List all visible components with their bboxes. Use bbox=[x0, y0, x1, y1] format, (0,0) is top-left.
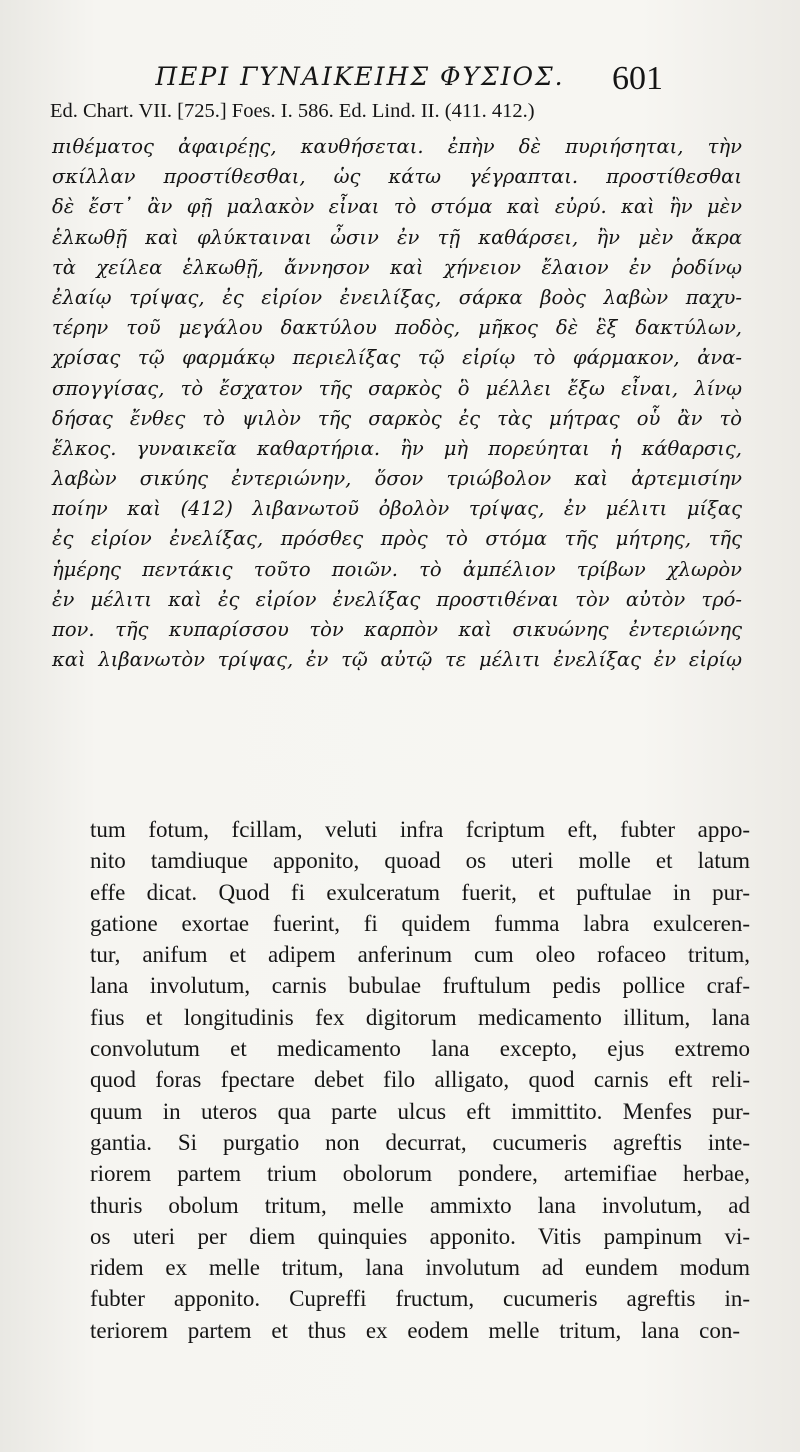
greek-line: τὰ χείλεα ἑλκωθῇ, ἄννησον καὶ χήνειον ἔλαιον ἐν ῥοδίνῳ bbox=[52, 255, 742, 279]
greek-line: χρίσας τῷ φαρμάκῳ περιελίξας τῷ εἰρίῳ τὸ φάρμακον, ἀνα- bbox=[52, 346, 742, 370]
greek-line: ποίην καὶ (412) λιβανωτοῦ ὀβολὸν τρίψας, ἐν μέλιτι μίξας bbox=[52, 497, 742, 521]
latin-line: effe dicat. Quod fi exulceratum fuerit, et puftulae in pur- bbox=[90, 879, 750, 905]
greek-line: δὲ ἔστ᾽ ἂν φῇ μαλακὸν εἶναι τὸ στόμα καὶ εὐρύ. καὶ ἢν μὲν bbox=[52, 195, 742, 219]
running-title: ΠΕΡΙ ΓΥΝΑΙΚΕΙΗΣ ΦΥΣΙΟΣ. bbox=[155, 62, 565, 91]
greek-line: δήσας ἔνθες τὸ ψιλὸν τῆς σαρκὸς ἐς τὰς μήτρας οὗ ἂν τὸ bbox=[52, 406, 742, 430]
page-number: 601 bbox=[612, 60, 663, 97]
latin-line: lana involutum, carnis bubulae fruftulum pedis pollice craf- bbox=[90, 973, 750, 999]
latin-line: tur, anifum et adipem anferinum cum oleo rofaceo tritum, bbox=[90, 942, 750, 968]
edition-references: Ed. Chart. VII. [725.] Foes. I. 586. Ed. Lind. II. (411. 412.) bbox=[50, 100, 535, 122]
greek-line: πιθέματος ἀφαιρέῃς, καυθήσεται. ἐπὴν δὲ πυριήσηται, τὴν bbox=[52, 135, 742, 158]
greek-line: ἕλκος. γυναικεῖα καθαρτήρια. ἢν μὴ πορεύηται ἡ κάθαρσις, bbox=[52, 436, 742, 460]
latin-line: nito tamdiuque apponito, quoad os uteri molle et latum bbox=[90, 848, 750, 874]
greek-line: ἐλαίῳ τρίψας, ἐς εἰρίον ἐνειλίξας, σάρκα βοὸς λαβὼν παχυ- bbox=[52, 285, 742, 309]
greek-text-block bbox=[52, 132, 742, 675]
latin-line: quod foras fpectare debet filo alligato, quod carnis eft reli- bbox=[90, 1067, 750, 1093]
latin-line: os uteri per diem quinquies apponito. Vitis pampinum vi- bbox=[90, 1223, 750, 1249]
latin-translation-block bbox=[90, 814, 750, 1346]
greek-line: λαβὼν σικύης ἐντεριώνην, ὅσον τριώβολον καὶ ἀρτεμισίην bbox=[52, 467, 742, 491]
latin-line: fius et longitudinis fex digitorum medicamento illitum, lana bbox=[90, 1004, 750, 1030]
greek-line: πον. τῆς κυπαρίσσου τὸν καρπὸν καὶ σικυώνης ἐντεριώνης bbox=[52, 618, 742, 641]
latin-line: gatione exortae fuerint, fi quidem fumma labra exulceren- bbox=[90, 910, 750, 936]
latin-line: tum fotum, fcillam, veluti infra fcriptum eft, fubter appo- bbox=[90, 817, 750, 842]
greek-line: ἐς εἰρίον ἐνελίξας, πρόσθες πρὸς τὸ στόμα τῆς μήτρης, τῆς bbox=[52, 527, 742, 551]
latin-line: fubter apponito. Cupreffi fructum, cucumeris agreftis in- bbox=[90, 1286, 750, 1312]
latin-line: convolutum et medicamento lana excepto, ejus extremo bbox=[90, 1036, 750, 1062]
greek-line: τέρην τοῦ μεγάλου δακτύλου ποδὸς, μῆκος δὲ ἓξ δακτύλων, bbox=[52, 316, 742, 340]
greek-line: ἡμέρης πεντάκις τοῦτο ποιῶν. τὸ ἀμπέλιον τρίβων χλωρὸν bbox=[52, 557, 742, 581]
greek-line: σκίλλαν προστίθεσθαι, ὡς κάτω γέγραπται. προστίθεσθαι bbox=[52, 165, 742, 189]
greek-line: καὶ λιβανωτὸν τρίψας, ἐν τῷ αὐτῷ τε μέλιτι ἐνελίξας ἐν εἰρίῳ bbox=[52, 648, 742, 672]
latin-line: thuris obolum tritum, melle ammixto lana involutum, ad bbox=[90, 1192, 750, 1218]
latin-line: riorem partem trium obolorum pondere, artemifiae herbae, bbox=[90, 1161, 750, 1187]
latin-line: gantia. Si purgatio non decurrat, cucumeris agreftis inte- bbox=[90, 1129, 750, 1155]
greek-line: ἐν μέλιτι καὶ ἐς εἰρίον ἐνελίξας προστιθέναι τὸν αὐτὸν τρό- bbox=[52, 587, 742, 611]
greek-line: σπογγίσας, τὸ ἔσχατον τῆς σαρκὸς ὃ μέλλει ἔξω εἶναι, λίνῳ bbox=[52, 376, 742, 400]
greek-line: ἑλκωθῇ καὶ φλύκταιναι ὦσιν ἐν τῇ καθάρσει, ἢν μὲν ἄκρα bbox=[52, 225, 742, 249]
latin-line: teriorem partem et thus ex eodem melle tritum, lana con- bbox=[90, 1317, 740, 1343]
latin-line: quum in uteros qua parte ulcus eft immittito. Menfes pur- bbox=[90, 1098, 750, 1124]
latin-line: ridem ex melle tritum, lana involutum ad eundem modum bbox=[90, 1255, 750, 1281]
